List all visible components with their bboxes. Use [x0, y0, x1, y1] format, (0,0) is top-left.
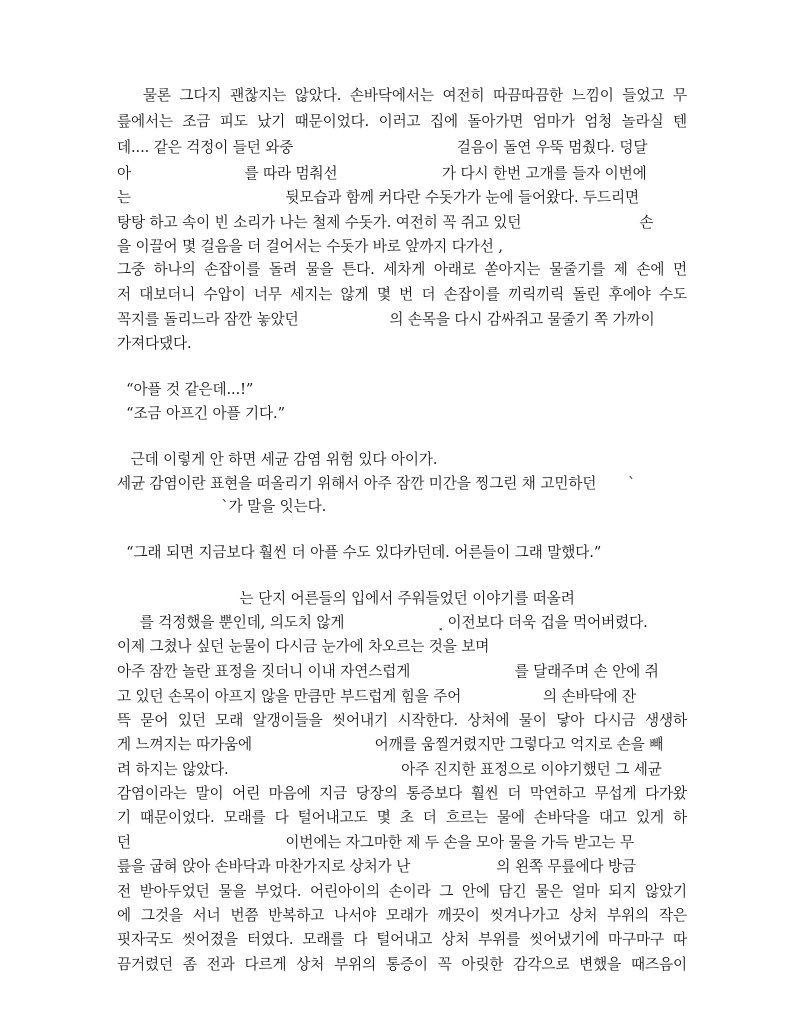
text-line: 게 느껴지는 따가움에 어깨를 움찔거렸지만 그렇다고 억지로 손을 빼: [117, 736, 664, 753]
text-line: 릎을 굽혀 앉아 손바닥과 마찬가지로 상처가 난 의 왼쪽 무릎에다 방금: [117, 858, 637, 875]
text-line: 뜩 묻어 있던 모래 알갱이들을 씻어내기 시작한다. 상처에 물이 닿아 다시금 생생하: [117, 712, 687, 729]
text-line: 아 를 따라 멈춰선 가 다시 한번 고개를 들자 이번에: [117, 165, 647, 182]
text-line: 탕탕 하고 속이 빈 소리가 나는 철제 수돗가. 여전히 꼭 쥐고 있던 손: [117, 214, 654, 231]
text-line: 를 걱정했을 뿐인데, 의도치 않게 ⸼ 이전보다 더욱 겁을 먹어버렸다.: [117, 614, 648, 631]
text-line: 아주 잠깐 놀란 표정을 짓더니 이내 자연스럽게 를 달래주며 손 안에 쥐: [117, 663, 659, 680]
text-line: 꼭지를 돌리느라 잠깐 놓았던 의 손목을 다시 감싸쥐고 물줄기 쪽 가까이: [117, 311, 655, 328]
text-line: 던 이번에는 자그마한 제 두 손을 모아 물을 가득 받고는 무: [117, 834, 635, 851]
text-line: 세균 감염이란 표현을 떠올리기 위해서 아주 잠깐 미간을 찡그린 채 고민하던 `: [117, 475, 636, 492]
text-line: 는 단지 어른들의 입에서 주워들었던 이야기를 떠올려: [117, 590, 575, 607]
text-line: 물론 그다지 괜찮지는 않았다. 손바닥에서는 여전히 따끔따끔한 느낌이 들었고 무: [117, 87, 687, 104]
text-line: 고 있던 손목이 아프지 않을 만큼만 부드럽게 힘을 주어 의 손바닥에 잔: [117, 688, 637, 705]
text-line: 그중 하나의 손잡이를 돌려 물을 튼다. 세차게 아래로 쏟아지는 물줄기를 제 손에 먼: [117, 261, 687, 278]
text-line: 가져다댔다.: [117, 335, 192, 352]
text-line: 핏자국도 씻어졌을 터였다. 모래를 다 털어내고 상처 부위를 씻어냈기에 마구마구 따: [117, 931, 687, 948]
text-line: 에 그것을 서너 번쯤 반복하고 나서야 모래가 깨끗이 씻겨나가고 상처 부위의 작은: [117, 907, 687, 924]
text-line: 는 뒷모습과 함께 커다란 수돗가가 눈에 들어왔다. 두드리면: [117, 189, 640, 206]
dialogue-line: “그래 되면 지금보다 훨씬 더 아플 수도 있다카던데. 어른들이 그래 말했다.”: [117, 544, 602, 561]
text-line: 저 대보더니 수압이 너무 세지는 않게 몇 번 더 손잡이를 끼릭끼릭 돌린 후에야 수도: [117, 286, 687, 303]
text-line: 감염이라는 말이 어린 마음에 지금 당장의 통증보다 훨씬 더 막연하고 무섭게 다가왔: [117, 785, 687, 802]
text-line: `가 말을 잇는다.: [117, 498, 327, 515]
text-line: 려 하지는 않았다. 아주 진지한 표정으로 이야기했던 그 세균: [117, 761, 662, 778]
text-line: 끔거렸던 좀 전과 다르게 상처 부위의 통증이 꼭 아릿한 감각으로 변했을 때즈음이: [117, 956, 687, 973]
text-line: 근데 이렇게 안 하면 세균 감염 위험 있다 아이가.: [117, 451, 438, 468]
text-line: 전 받아두었던 물을 부었다. 어린아이의 손이라 그 안에 담긴 물은 얼마 되지 않았기: [117, 883, 687, 900]
dialogue-line: “아플 것 같은데...!”: [117, 381, 254, 398]
text-line: 릎에서는 조금 피도 났기 때문이었다. 이러고 집에 돌아가면 엄마가 엄청 놀라실 텐: [117, 113, 687, 130]
dialogue-line: “조금 아프긴 아플 기다.”: [117, 405, 285, 422]
text-line: 이제 그쳤나 싶던 눈물이 다시금 눈가에 차오르는 것을 보며: [117, 638, 490, 655]
text-line: 을 이끌어 몇 걸음을 더 걸어서는 수돗가 바로 앞까지 다가선 ,: [117, 238, 503, 255]
text-line: 기 때문이었다. 모래를 다 털어내고도 몇 초 더 흐르는 물에 손바닥을 대고 있게 하: [117, 809, 687, 826]
text-line: 데.... 같은 걱정이 들던 와중 걸음이 돌연 우뚝 멈췄다. 덩달: [117, 139, 648, 156]
